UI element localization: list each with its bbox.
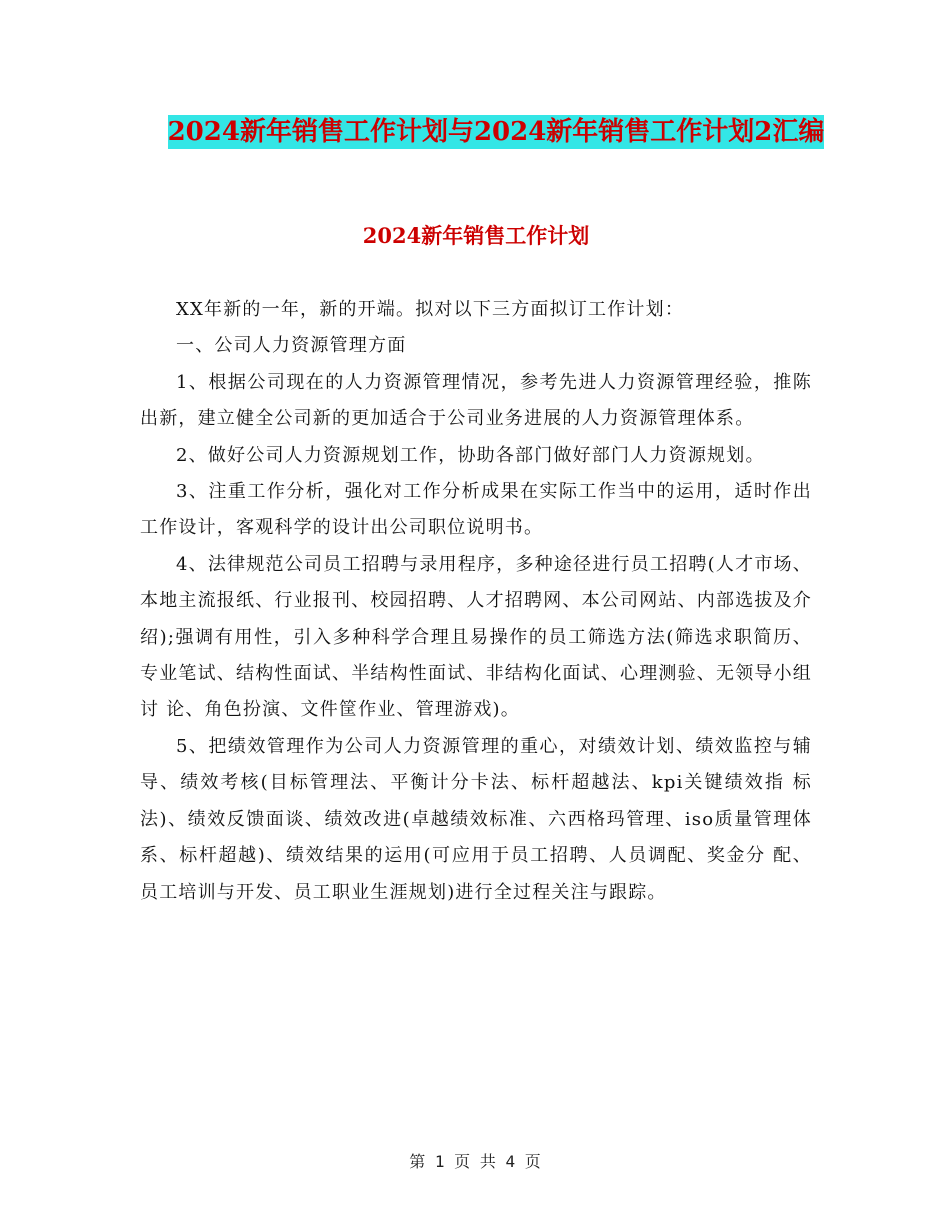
document-title-text: 2024新年销售工作计划与2024新年销售工作计划2汇编 (167, 117, 825, 147)
section-title: 2024新年销售工作计划 (362, 223, 590, 248)
page-footer: 第 1 页 共 4 页 (409, 1152, 541, 1171)
paragraph-item-4: 4、法律规范公司员工招聘与录用程序，多种途径进行员工招聘(人才市场、本地主流报纸、行业报刊、校园招聘、人才招聘网、本公司网站、内部选拔及介 绍);强调有用性，引入多种科学合理且易操作的员工筛选方法(筛选求职简历、专业笔试、结构性面试、半结构性面试、非结构化面试、心理测验、无领导小组讨 论、角色扮演、文件筐作业、管理游戏)。 (140, 553, 812, 721)
paragraph-intro: XX年新的一年，新的开端。拟对以下三方面拟订工作计划： (176, 299, 685, 320)
paragraph-heading-hr: 一、公司人力资源管理方面 (176, 335, 407, 357)
paragraph-item-1: 1、根据公司现在的人力资源管理情况，参考先进人力资源管理经验，推陈出新，建立健全公司新的更加适合于公司业务进展的人力资源管理体系。 (140, 371, 812, 430)
paragraph-item-2: 2、做好公司人力资源规划工作，协助各部门做好部门人力资源规划。 (176, 444, 765, 466)
document-body (140, 292, 812, 911)
document-title (140, 110, 852, 154)
paragraph-item-5: 5、把绩效管理作为公司人力资源管理的重心，对绩效计划、绩效监控与辅导、绩效考核(目标管理法、平衡计分卡法、标杆超越法、kpi关键绩效指 标法)、绩效反馈面谈、绩效改进(卓越绩效标准、六西格玛管理、iso质量管理体系、标杆超越)、绩效结果的运用(可应用于员工招聘、人员调配、奖金分 配、员工培训与开发、员工职业生涯规划)进行全过程关注与跟踪。 (140, 735, 812, 903)
paragraph-item-3: 3、注重工作分析，强化对工作分析成果在实际工作当中的运用，适时作出工作设计，客观科学的设计出公司职位说明书。 (140, 481, 812, 539)
